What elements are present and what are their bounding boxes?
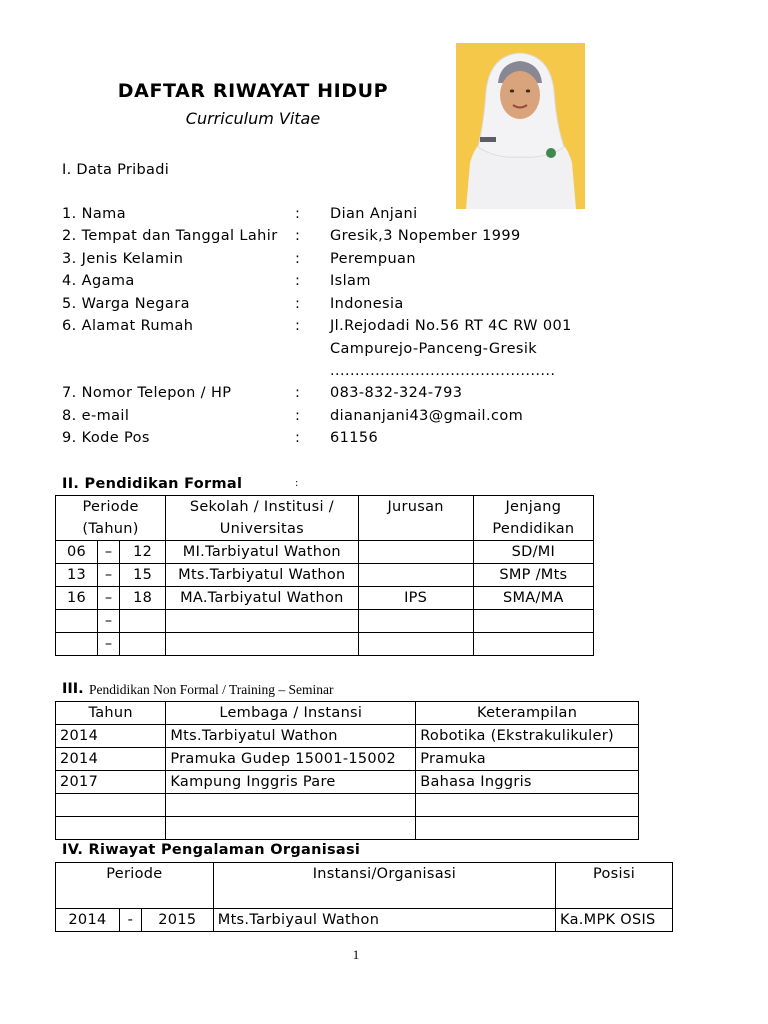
cell-end (120, 610, 166, 633)
table-row (56, 817, 639, 840)
cell-end: 15 (120, 564, 166, 587)
cell-level: SMA/MA (473, 587, 593, 610)
header-tahun: Tahun (56, 702, 166, 725)
header-sekolah: Sekolah / Institusi / Universitas (166, 496, 358, 541)
cell-year: 2017 (56, 771, 166, 794)
data-label: 2. Tempat dan Tanggal Lahir (62, 228, 278, 244)
cell-dash: – (98, 564, 120, 587)
data-colon: : (295, 206, 301, 222)
cell-dash: – (98, 587, 120, 610)
data-label: 6. Alamat Rumah (62, 318, 194, 334)
table-header-row (56, 702, 639, 725)
header-lembaga: Lembaga / Instansi (166, 702, 416, 725)
cell-institution: Mts.Tarbiyatul Wathon (166, 725, 416, 748)
cell-start (56, 633, 98, 656)
cell-school: MI.Tarbiyatul Wathon (166, 541, 358, 564)
cell-skill: Robotika (Ekstrakulikuler) (416, 725, 639, 748)
cell-dash: – (98, 541, 120, 564)
cell-year (56, 817, 166, 840)
cell-end: 2015 (141, 909, 213, 932)
header-jenjang: Jenjang Pendidikan (473, 496, 593, 541)
cell-institution (166, 817, 416, 840)
section-4-heading: IV. Riwayat Pengalaman Organisasi (62, 842, 361, 858)
cell-end (120, 633, 166, 656)
data-colon: : (295, 430, 301, 446)
data-label: 1. Nama (62, 206, 126, 222)
cell-start: 2014 (56, 909, 120, 932)
header-keterampilan: Keterampilan (416, 702, 639, 725)
cell-institution: Kampung Inggris Pare (166, 771, 416, 794)
cell-major (358, 633, 473, 656)
cell-level (473, 610, 593, 633)
cell-dash: - (119, 909, 141, 932)
cell-skill: Pramuka (416, 748, 639, 771)
data-value: Dian Anjani (330, 206, 418, 222)
data-value: Perempuan (330, 251, 416, 267)
cell-level: SD/MI (473, 541, 593, 564)
cell-dash: – (98, 610, 120, 633)
data-value: 083-832-324-793 (330, 385, 463, 401)
table-row (56, 633, 594, 656)
data-colon: : (295, 273, 301, 289)
data-value: Campurejo-Panceng-Gresik (330, 341, 538, 357)
cell-skill (416, 794, 639, 817)
header-periode: Periode (56, 863, 214, 909)
non-formal-education-table (55, 701, 639, 840)
cell-level (473, 633, 593, 656)
data-label: 7. Nomor Telepon / HP (62, 385, 232, 401)
table-row (56, 909, 673, 932)
header-jurusan: Jurusan (358, 496, 473, 541)
organization-table (55, 862, 673, 932)
table-row (56, 610, 594, 633)
cell-institution (166, 794, 416, 817)
data-colon: : (295, 228, 301, 244)
cell-start (56, 610, 98, 633)
data-value: ............................................. (330, 363, 556, 379)
cell-skill: Bahasa Inggris (416, 771, 639, 794)
table-header-row (56, 863, 673, 909)
section-2-heading: II. Pendidikan Formal (62, 476, 243, 492)
cell-major (358, 541, 473, 564)
table-row (56, 564, 594, 587)
data-label: 3. Jenis Kelamin (62, 251, 184, 267)
cell-start: 13 (56, 564, 98, 587)
cell-dash: – (98, 633, 120, 656)
cell-start: 16 (56, 587, 98, 610)
cell-end: 18 (120, 587, 166, 610)
data-value: Indonesia (330, 296, 404, 312)
data-colon: : (295, 385, 301, 401)
cell-year (56, 794, 166, 817)
section-2-colon: : (295, 478, 299, 489)
photo-face (500, 71, 540, 119)
cell-skill (416, 817, 639, 840)
data-value: 61156 (330, 430, 379, 446)
data-colon: : (295, 408, 301, 424)
cell-year: 2014 (56, 748, 166, 771)
data-label: 8. e-mail (62, 408, 130, 424)
cell-start: 06 (56, 541, 98, 564)
table-row (56, 587, 594, 610)
table-row (56, 794, 639, 817)
cell-school (166, 610, 358, 633)
cell-institution: Pramuka Gudep 15001-15002 (166, 748, 416, 771)
cell-level: SMP /Mts (473, 564, 593, 587)
table-row (56, 725, 639, 748)
cell-major (358, 610, 473, 633)
page-number: 1 (352, 947, 360, 962)
header-periode: Periode (Tahun) (56, 496, 166, 541)
cell-school (166, 633, 358, 656)
cell-year: 2014 (56, 725, 166, 748)
cell-end: 12 (120, 541, 166, 564)
photo-badge (546, 148, 556, 158)
header-posisi: Posisi (556, 863, 673, 909)
data-value: diananjani43@gmail.com (330, 408, 524, 424)
data-value: Gresik,3 Nopember 1999 (330, 228, 521, 244)
section-1-heading: I. Data Pribadi (62, 162, 170, 178)
document-title: DAFTAR RIWAYAT HIDUP (117, 80, 389, 102)
cell-school: Mts.Tarbiyatul Wathon (166, 564, 358, 587)
document-subtitle: Curriculum Vitae (185, 109, 321, 128)
table-row (56, 541, 594, 564)
section-3-number: III. (62, 681, 84, 697)
cell-position: Ka.MPK OSIS (556, 909, 673, 932)
data-value: Jl.Rejodadi No.56 RT 4C RW 001 (330, 318, 572, 334)
data-colon: : (295, 251, 301, 267)
data-label: 9. Kode Pos (62, 430, 150, 446)
table-header-row (56, 496, 594, 541)
table-row (56, 748, 639, 771)
data-colon: : (295, 296, 301, 312)
data-label: 5. Warga Negara (62, 296, 190, 312)
data-value: Islam (330, 273, 371, 289)
section-3-heading: Pendidikan Non Formal / Training – Seminar (89, 682, 334, 697)
cell-school: MA.Tarbiyatul Wathon (166, 587, 358, 610)
data-colon: : (295, 318, 301, 334)
data-label: 4. Agama (62, 273, 135, 289)
formal-education-table (55, 495, 594, 656)
table-row (56, 771, 639, 794)
cell-org: Mts.Tarbiyaul Wathon (213, 909, 555, 932)
profile-photo (456, 43, 585, 209)
cell-major: IPS (358, 587, 473, 610)
header-instansi: Instansi/Organisasi (213, 863, 555, 909)
cell-major (358, 564, 473, 587)
